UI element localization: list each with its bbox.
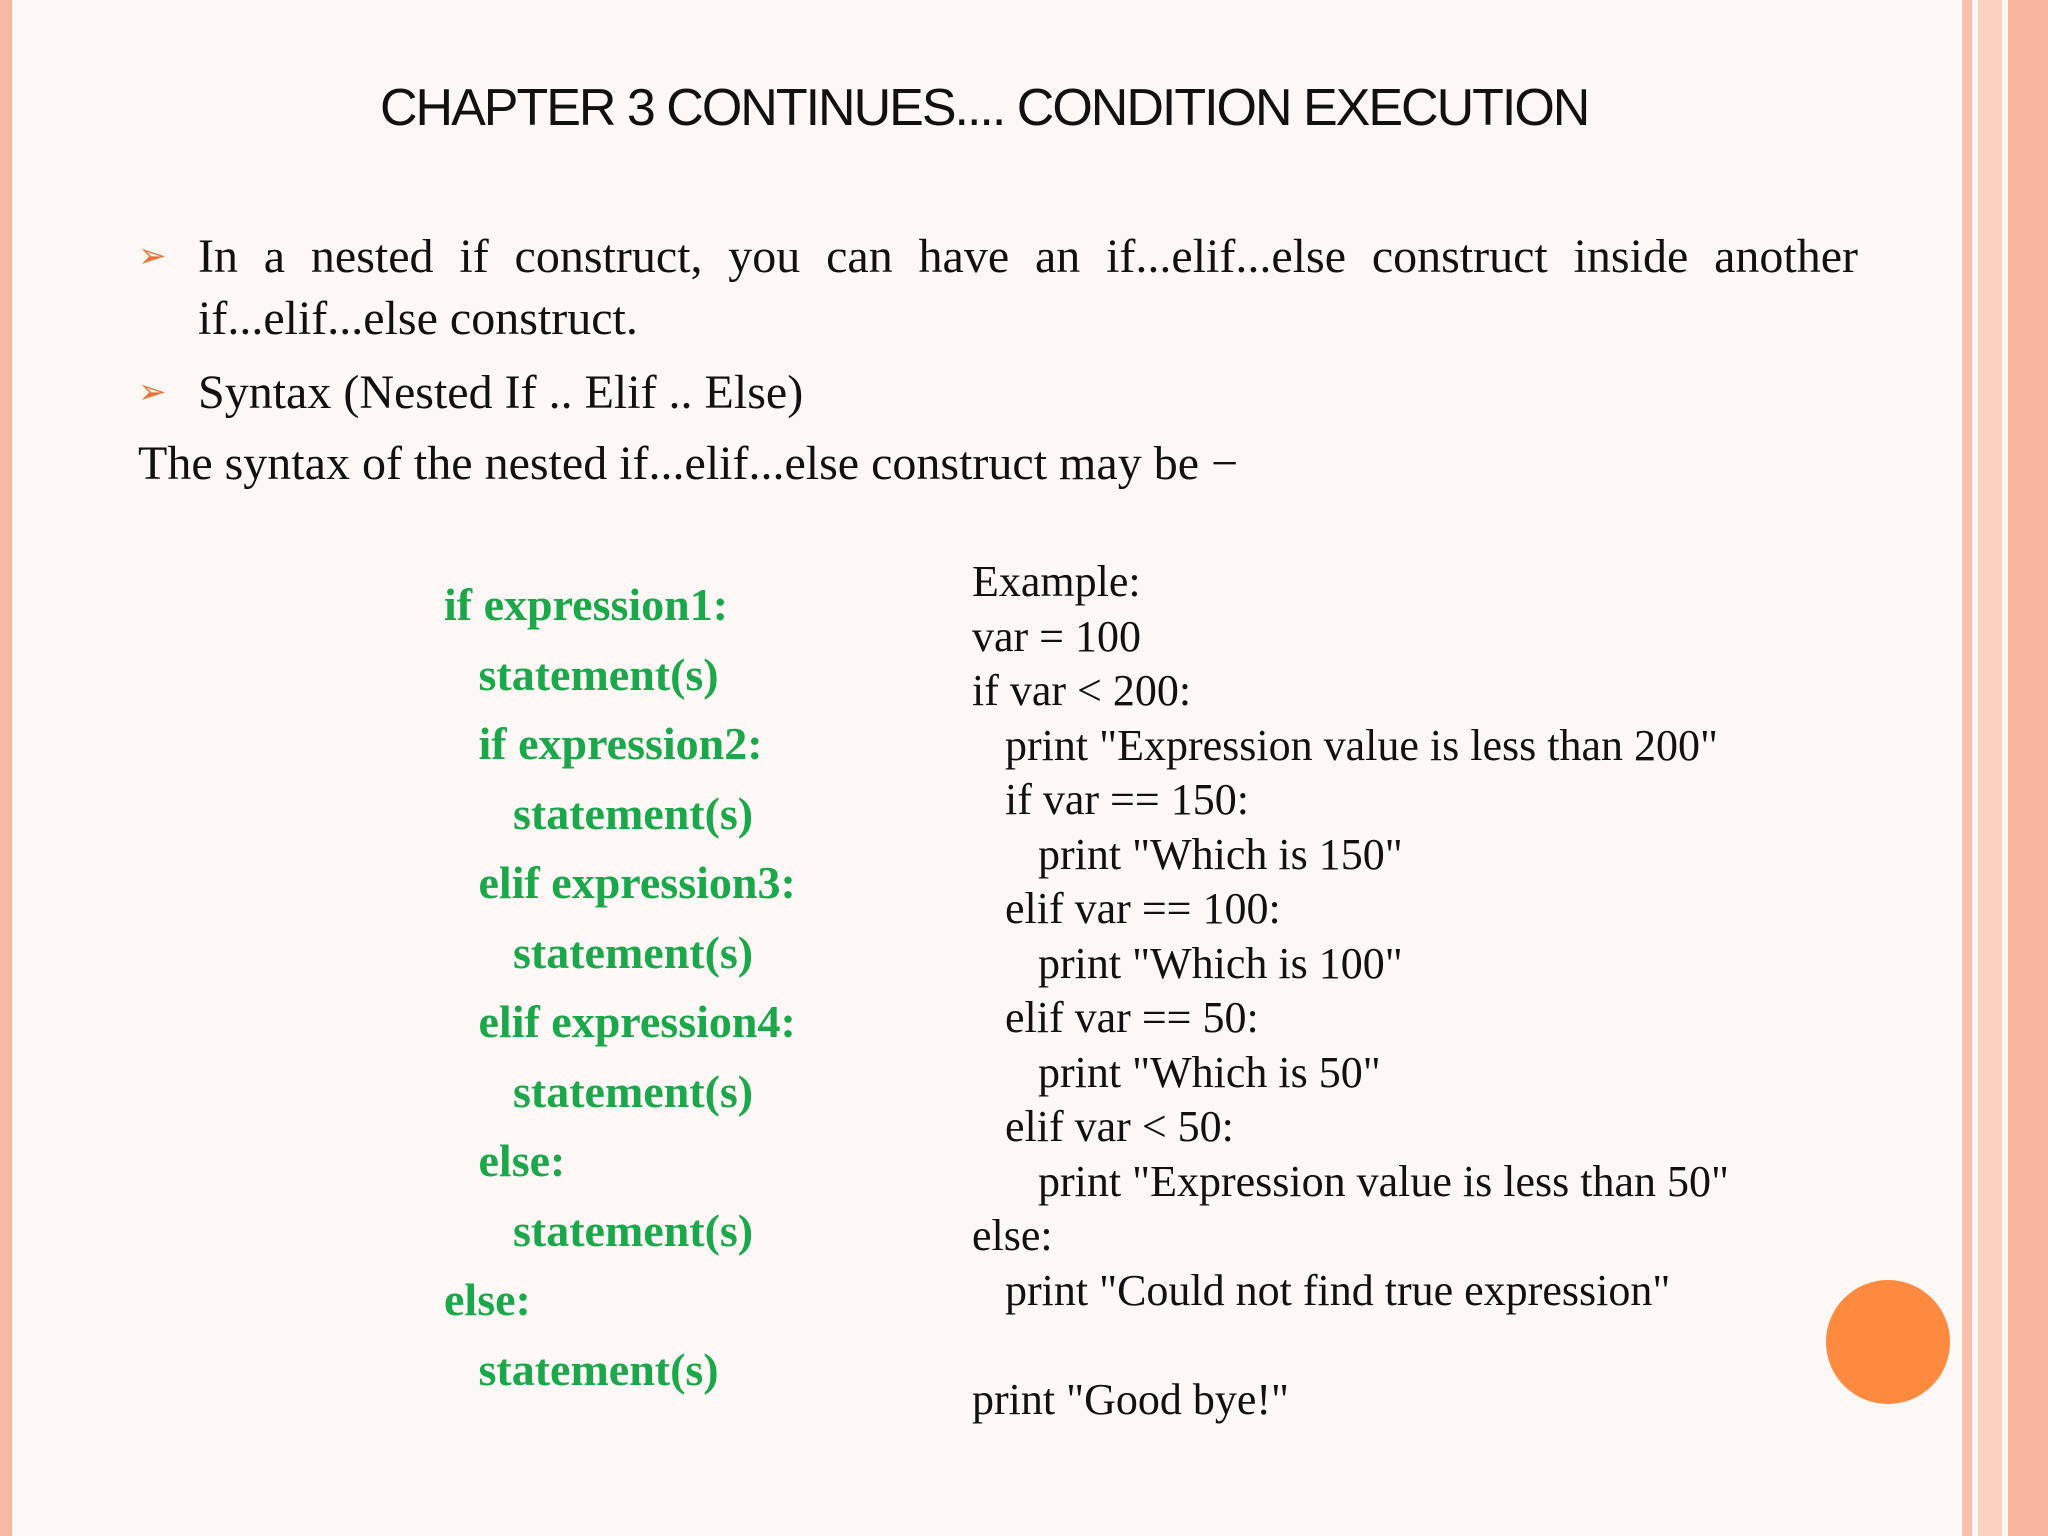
syntax-line: if expression2: (444, 718, 763, 769)
example-line: if var == 150: (972, 775, 1249, 824)
right-border-stripe (1978, 0, 2002, 1536)
example-line: elif var < 50: (972, 1102, 1234, 1151)
example-line: elif var == 50: (972, 993, 1259, 1042)
syntax-line: elif expression3: (444, 857, 796, 908)
example-line: print "Expression value is less than 50" (972, 1156, 1729, 1206)
example-line: else: (972, 1211, 1053, 1260)
arrow-bullet-icon: ➢ (138, 238, 167, 275)
example-line: Example: (972, 557, 1141, 606)
example-line: print "Expression value is less than 200" (972, 720, 1718, 770)
right-border-stripe (1962, 0, 1972, 1536)
syntax-line: else: (444, 1274, 531, 1325)
syntax-line: statement(s) (444, 648, 719, 700)
arrow-bullet-icon: ➢ (138, 374, 167, 411)
syntax-line: elif expression4: (444, 996, 796, 1047)
syntax-line: statement(s) (444, 1065, 754, 1117)
example-code-block (972, 556, 1832, 1428)
right-border-stripe (2008, 0, 2048, 1536)
bullet-item (138, 362, 1858, 424)
intro-text: The syntax of the nested if...elif...else construct may be − (138, 437, 1239, 490)
example-line: print "Could not find true expression" (972, 1265, 1671, 1315)
example-line: var = 100 (972, 611, 1141, 661)
slide-title: CHAPTER 3 CONTINUES.... CONDITION EXECUTION (380, 79, 1589, 137)
syntax-code-block (444, 578, 864, 1412)
example-line: if var < 200: (972, 666, 1192, 715)
example-line (972, 1319, 1832, 1374)
bullet-text: In a nested if construct, you can have an if...elif...else construct inside another if...elif...else construct. (198, 230, 1858, 345)
bullet-text: Syntax (Nested If .. Elif .. Else) (198, 366, 804, 419)
syntax-line: else: (444, 1135, 566, 1186)
example-line: print "Which is 150" (972, 829, 1403, 879)
syntax-line: statement(s) (444, 787, 754, 839)
left-border-stripe (0, 0, 12, 1536)
example-line: print "Good bye!" (972, 1374, 1289, 1424)
example-line: print "Which is 100" (972, 938, 1403, 988)
bullet-item (138, 226, 1858, 350)
syntax-line: statement(s) (444, 1204, 754, 1256)
example-line: print "Which is 50" (972, 1047, 1381, 1097)
decorative-circle (1826, 1280, 1950, 1404)
syntax-line: statement(s) (444, 926, 754, 978)
syntax-line: statement(s) (444, 1343, 719, 1395)
syntax-line: if expression1: (444, 579, 729, 630)
example-line: elif var == 100: (972, 884, 1281, 933)
